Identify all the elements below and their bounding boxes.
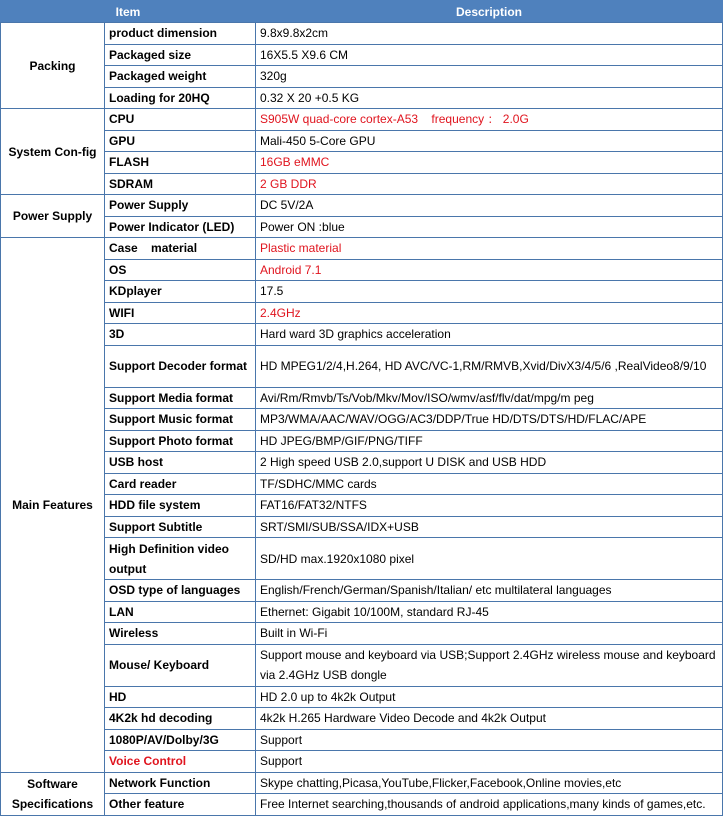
spec-value: Ethernet: Gigabit 10/100M, standard RJ-45: [256, 601, 723, 623]
spec-body: [1, 23, 723, 816]
spec-item-label: Support Music format: [105, 409, 256, 431]
spec-row: [1, 495, 723, 517]
spec-row: [1, 152, 723, 174]
spec-row: [1, 259, 723, 281]
group-label: Packing: [1, 23, 105, 109]
spec-value: Hard ward 3D graphics acceleration: [256, 324, 723, 346]
spec-item-label: USB host: [105, 452, 256, 474]
spec-value: Support mouse and keyboard via USB;Support 2.4GHz wireless mouse and keyboard via 2.4GHz USB dongle: [256, 644, 723, 686]
spec-row: [1, 708, 723, 730]
spec-item-label: Loading for 20HQ: [105, 87, 256, 109]
spec-item-label: Packaged weight: [105, 66, 256, 88]
spec-value: SD/HD max.1920x1080 pixel: [256, 538, 723, 580]
spec-row: [1, 516, 723, 538]
spec-row: [1, 409, 723, 431]
spec-row: [1, 302, 723, 324]
group-label: System Con-fig: [1, 109, 105, 195]
header-item: Item: [1, 1, 256, 23]
spec-item-label: GPU: [105, 130, 256, 152]
spec-item-label: LAN: [105, 601, 256, 623]
header-description: Description: [256, 1, 723, 23]
spec-row: [1, 473, 723, 495]
spec-item-label: OS: [105, 259, 256, 281]
spec-row: [1, 130, 723, 152]
spec-value: Power ON :blue: [256, 216, 723, 238]
header-row: [1, 1, 723, 23]
spec-value: TF/SDHC/MMC cards: [256, 473, 723, 495]
spec-value: Mali-450 5-Core GPU: [256, 130, 723, 152]
spec-item-label: product dimension: [105, 23, 256, 45]
spec-item-label: 4K2k hd decoding: [105, 708, 256, 730]
spec-value: MP3/WMA/AAC/WAV/OGG/AC3/DDP/True HD/DTS/DTS/HD/FLAC/APE: [256, 409, 723, 431]
spec-row: [1, 601, 723, 623]
spec-row: [1, 729, 723, 751]
spec-item-label: SDRAM: [105, 173, 256, 195]
spec-item-label: Other feature: [105, 794, 256, 816]
spec-value: 9.8x9.8x2cm: [256, 23, 723, 45]
spec-value: Free Internet searching,thousands of android applications,many kinds of games,etc.: [256, 794, 723, 816]
spec-value: 17.5: [256, 281, 723, 303]
group-label: Power Supply: [1, 195, 105, 238]
spec-value: Android 7.1: [256, 259, 723, 281]
spec-value: 16GB eMMC: [256, 152, 723, 174]
spec-item-label: OSD type of languages: [105, 580, 256, 602]
spec-value: S905W quad-core cortex-A53 frequency ： 2.0G: [256, 109, 723, 131]
spec-item-label: 3D: [105, 324, 256, 346]
spec-value: Support: [256, 729, 723, 751]
spec-row: [1, 66, 723, 88]
spec-item-label: Support Media format: [105, 387, 256, 409]
spec-value: FAT16/FAT32/NTFS: [256, 495, 723, 517]
spec-item-label: CPU: [105, 109, 256, 131]
spec-value: 16X5.5 X9.6 CM: [256, 44, 723, 66]
spec-value: 2 High speed USB 2.0,support U DISK and USB HDD: [256, 452, 723, 474]
spec-row: [1, 430, 723, 452]
spec-item-label: HDD file system: [105, 495, 256, 517]
spec-value: DC 5V/2A: [256, 195, 723, 217]
spec-row: [1, 216, 723, 238]
spec-item-label: Voice Control: [105, 751, 256, 773]
spec-item-label: Wireless: [105, 623, 256, 645]
spec-item-label: Mouse/ Keyboard: [105, 644, 256, 686]
spec-row: [1, 580, 723, 602]
spec-item-label: Card reader: [105, 473, 256, 495]
spec-item-label: FLASH: [105, 152, 256, 174]
spec-value: 4k2k H.265 Hardware Video Decode and 4k2k Output: [256, 708, 723, 730]
spec-row: [1, 538, 723, 580]
spec-item-label: High Definition video output: [105, 538, 256, 580]
spec-row: [1, 345, 723, 387]
spec-value: Plastic material: [256, 238, 723, 260]
spec-row: [1, 686, 723, 708]
spec-row: [1, 281, 723, 303]
spec-item-label: Network Function: [105, 772, 256, 794]
spec-item-label: WIFI: [105, 302, 256, 324]
spec-row: [1, 87, 723, 109]
spec-value: Built in Wi-Fi: [256, 623, 723, 645]
spec-row: [1, 751, 723, 773]
spec-row: [1, 772, 723, 794]
spec-value: HD JPEG/BMP/GIF/PNG/TIFF: [256, 430, 723, 452]
spec-item-label: Support Decoder format: [105, 345, 256, 387]
spec-item-label: Power Indicator (LED): [105, 216, 256, 238]
spec-item-label: Power Supply: [105, 195, 256, 217]
spec-row: [1, 623, 723, 645]
group-label: Software Specifications: [1, 772, 105, 815]
spec-row: [1, 794, 723, 816]
spec-item-label: HD: [105, 686, 256, 708]
spec-value: 2.4GHz: [256, 302, 723, 324]
spec-row: [1, 173, 723, 195]
spec-value: 0.32 X 20 +0.5 KG: [256, 87, 723, 109]
spec-item-label: Case material: [105, 238, 256, 260]
spec-item-label: Support Photo format: [105, 430, 256, 452]
spec-row: [1, 324, 723, 346]
spec-value: Avi/Rm/Rmvb/Ts/Vob/Mkv/Mov/ISO/wmv/asf/flv/dat/mpg/m peg: [256, 387, 723, 409]
spec-value: HD 2.0 up to 4k2k Output: [256, 686, 723, 708]
spec-row: [1, 387, 723, 409]
spec-value: Support: [256, 751, 723, 773]
spec-value: Skype chatting,Picasa,YouTube,Flicker,Facebook,Online movies,etc: [256, 772, 723, 794]
group-label: Main Features: [1, 238, 105, 773]
spec-value: English/French/German/Spanish/Italian/ etc multilateral languages: [256, 580, 723, 602]
spec-row: [1, 452, 723, 474]
spec-item-label: Packaged size: [105, 44, 256, 66]
spec-row: [1, 644, 723, 686]
spec-item-label: 1080P/AV/Dolby/3G: [105, 729, 256, 751]
spec-row: [1, 44, 723, 66]
spec-value: HD MPEG1/2/4,H.264, HD AVC/VC-1,RM/RMVB,Xvid/DivX3/4/5/6 ,RealVideo8/9/10: [256, 345, 723, 387]
spec-row: [1, 23, 723, 45]
spec-item-label: Support Subtitle: [105, 516, 256, 538]
spec-value: 2 GB DDR: [256, 173, 723, 195]
spec-row: [1, 195, 723, 217]
spec-value: 320g: [256, 66, 723, 88]
spec-row: [1, 109, 723, 131]
spec-value: SRT/SMI/SUB/SSA/IDX+USB: [256, 516, 723, 538]
spec-item-label: KDplayer: [105, 281, 256, 303]
spec-row: [1, 238, 723, 260]
